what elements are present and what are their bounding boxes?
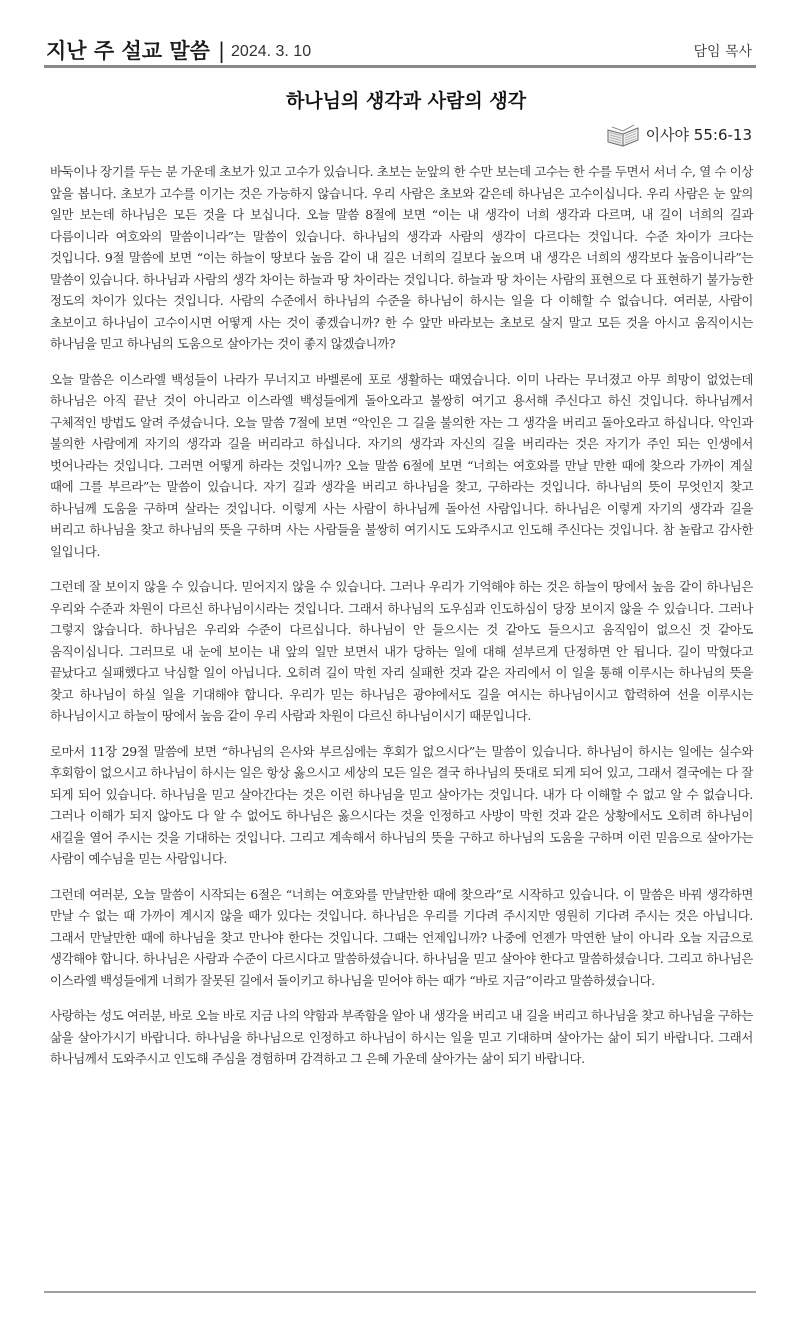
- open-book-icon: [606, 122, 640, 148]
- bulletin-header: [46, 28, 752, 64]
- paragraph: 사랑하는 성도 여러분, 바로 오늘 바로 지금 나의 약함과 부족함을 알아 내 생각을 버리고 내 길을 버리고 하나님을 찾고 하나님을 구하는 삶을 살아가시기 바랍니다. 하나님을 하나님으로 인정하고 하나님이 하시는 일을 믿고 기대하며 살아가는 삶이 되기 바랍니다. 그래서 하나님께서 도와주시고 인도해 주심을 경험하며 감격하고 그 은혜 가운데 살아가는 삶이 되기 바랍니다.: [50, 1008, 753, 1066]
- sermon-title: 하나님의 생각과 사람의 생각: [285, 90, 527, 112]
- header-divider: [44, 65, 756, 68]
- paragraph: 그런데 여러분, 오늘 말씀이 시작되는 6절은 “너희는 여호와를 만날만한 때에 찾으라”로 시작하고 있습니다. 이 말씀은 바꿔 생각하면 만날 수 없는 때 가까이 계시지 않을 때가 있다는 것입니다. 하나님은 우리를 기다려 주시지만 영원히 기다려 주시는 것은 아닙니다. 그래서 만날만한 때에 하나님을 찾고 만나야 한다는 것입니다. 그때는 언제입니까? 나중에 언젠가 막연한 날이 아니라 오늘 지금으로 생각해야 합니다. 하나님은 사람과 수준이 다르시다고 말씀하셨습니다. 하나님을 믿고 살아야 한다고 말씀하셨습니다. 그리고 하나님은 이스라엘 백성들에게 너희가 잘못된 길에서 돌이키고 하나님을 믿어야 하는 때가 “바로 지금”이라고 말씀하셨습니다.: [50, 886, 753, 988]
- paragraph: 오늘 말씀은 이스라엘 백성들이 나라가 무너지고 바벨론에 포로 생활하는 때였습니다. 이미 나라는 무너졌고 아무 희망이 없었는데 하나님은 아직 끝난 것이 아니라고 이스라엘 백성들에게 돌아오라고 불쌍히 여기고 용서해 주신다고 하신 것입니다. 하나님께서 구체적인 방법도 알려 주셨습니다. 오늘 말씀 7절에 보면 “악인은 그 길을 불의한 자는 그 생각을 버리고 돌아오라고 하십니다. 악인과 불의한 사람에게 자기의 생각과 길을 버리라고 하십니다. 자기의 생각과 자신의 길을 버리라는 것은 자기가 주인 되는 인생에서 벗어나라는 것입니다. 그러면 어떻게 하라는 것입니까? 오늘 말씀 6절에 보면 “너희는 여호와를 만날 만한 때에 찾으라 가까이 계실 때에 그를 부르라”는 말씀이 있습니다. 자기 길과 생각을 버리고 하나님을 찾고, 구하라는 것입니다. 하나님의 뜻이 무엇인지 찾고 하나님께 도움을 구하며 살라는 것입니다. 이렇게 사는 사람이 하나님께 돌아선 사람입니다. 하나님은 이렇게 자기의 생각과 길을 버리고 하나님을 찾고 하나님의 뜻을 구하며 사는 사람들을 불쌍히 여기시도 도와주시고 인도해 주신다는 것입니다. 참 놀랍고 감사한 일입니다.: [50, 371, 753, 559]
- section-title: 지난 주 설교 말씀: [46, 39, 210, 63]
- scripture-reference: [606, 122, 752, 148]
- paragraph: 바둑이나 장기를 두는 분 가운데 초보가 있고 고수가 있습니다. 초보는 눈앞의 한 수만 보는데 고수는 한 수를 두면서 서너 수, 열 수 이상 앞을 봅니다. 초보가 고수를 이기는 것은 가능하지 않습니다. 우리 사람은 초보와 같은데 하나님은 고수이십니다. 우리 사람은 눈 앞의 일만 보는데 하나님은 모든 것을 다 보십니다. 오늘 말씀 8절에 보면 “이는 내 생각이 너희 생각과 다르며, 내 길이 너희의 길과 다름이니라 여호와의 말씀이니라”는 말씀이 있습니다. 하나님의 생각과 사람의 생각이 다르다는 것입니다. 수준 차이가 크다는 것입니다. 9절 말씀에 보면 “이는 하늘이 땅보다 높음 같이 내 길은 너희의 길보다 높으며 내 생각은 너희의 생각보다 높음이니라”는 말씀이 있습니다. 하나님과 사람의 생각 차이는 하늘과 땅 차이라는 것입니다. 하늘과 땅 차이는 사람의 표현으로 다 표현하기 불가능한 정도의 차이가 있다는 것입니다. 사람의 수준에서 하나님의 수준을 하나님이 하시는 일을 다 이해할 수 없습니다. 여러분, 사람이 초보이고 하나님이 고수이시면 어떻게 사는 것이 좋겠습니까? 한 수 앞만 바라보는 초보로 살지 말고 모든 것을 아시고 움직이시는 하나님을 믿고 하나님의 도움으로 살아가는 것이 좋지 않겠습니까?: [50, 164, 753, 351]
- scripture-ref-text: 이사야 55:6-13: [645, 126, 752, 144]
- footer-divider: [44, 1291, 756, 1293]
- preacher-label: 담임 목사: [693, 44, 752, 60]
- sermon-body: [50, 161, 753, 1084]
- paragraph: 로마서 11장 29절 말씀에 보면 “하나님의 은사와 부르심에는 후회가 없으시다”는 말씀이 있습니다. 하나님이 하시는 일에는 실수와 후회함이 없으시고 하나님이 하시는 일은 항상 옳으시고 세상의 모든 일은 결국 하나님의 뜻대로 되게 되어 있고, 그래서 결국에는 다 잘 되게 되어 있습니다. 하나님을 믿고 살아간다는 것은 이런 하나님을 믿고 살아가는 것입니다. 내가 다 이해할 수 없고 알 수 없습니다. 그러나 이해가 되지 않아도 다 알 수 없어도 하나님은 옳으시다는 것을 인정하고 사방이 막힌 것과 같은 상황에서도 오히려 하나님이 새길을 열어 주시는 것을 기대하는 것입니다. 그리고 계속해서 하나님의 뜻을 구하고 하나님의 도움을 구하며 이런 믿음으로 살아가는 사람이 예수님을 믿는 사람입니다.: [50, 743, 753, 866]
- paragraph: 그런데 잘 보이지 않을 수 있습니다. 믿어지지 않을 수 있습니다. 그러나 우리가 기억해야 하는 것은 하늘이 땅에서 높음 같이 하나님은 우리와 수준과 차원이 다르신 하나님이시라는 것입니다. 그래서 하나님의 도우심과 인도하심이 당장 보이지 않을 수 있습니다. 그러나 그렇지 않습니다. 하나님은 우리와 수준이 다르십니다. 하나님이 안 들으시는 것 같아도 들으시고 움직임이 없으신 것 같아도 움직이십니다. 그러므로 내 눈에 보이는 내 앞의 일만 보면서 내가 당하는 일에 대해 섣부르게 단정하면 안 됩니다. 길이 막혔다고 끝났다고 실패했다고 낙심할 일이 아닙니다. 오히려 길이 막힌 자리 실패한 것과 같은 자리에서 이 일을 통해 이루시는 하나님의 뜻을 찾고 하나님이 하실 일을 기대해야 합니다. 우리가 믿는 하나님은 광야에서도 길을 여시는 하나님이시고 합력하여 선을 이루시는 하나님이시고 하늘이 땅에서 높음 같이 우리 사람과 차원이 다르신 하나님이시기 때문입니다.: [50, 579, 753, 723]
- sermon-date: 2024. 3. 10: [231, 43, 312, 60]
- header-separator: |: [217, 39, 226, 63]
